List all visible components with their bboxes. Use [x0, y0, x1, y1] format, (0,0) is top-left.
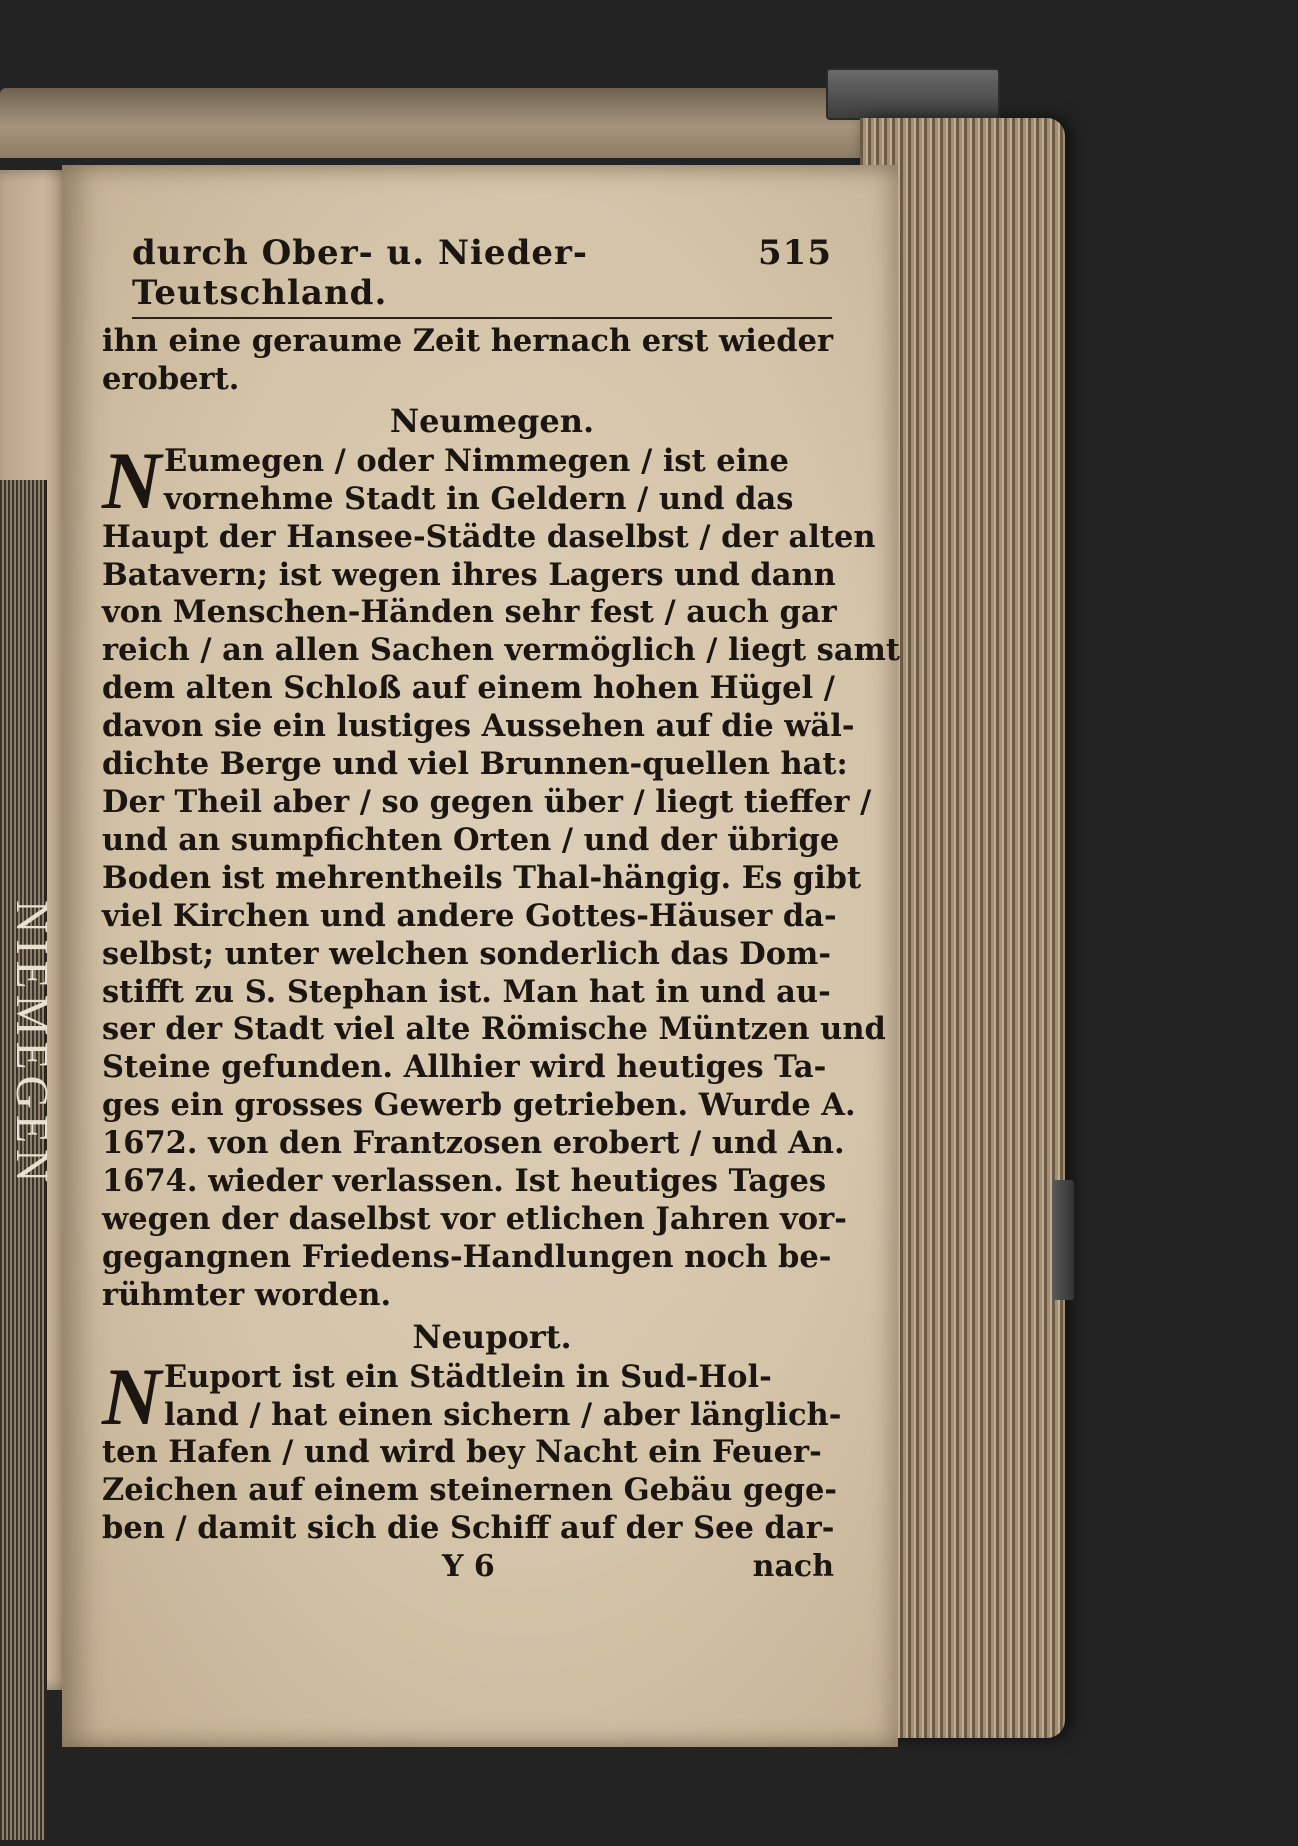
text-line: Haupt der Hansee-Städte daselbst / der alten	[102, 518, 876, 555]
text-line: selbst; unter welchen sonderlich das Dom-	[102, 935, 831, 972]
running-head-title: durch Ober- u. Nieder-Teutschland.	[132, 233, 588, 313]
text-line: 1674. wieder verlassen. Ist heutiges Tages	[102, 1163, 827, 1200]
metal-clasp-side	[1052, 1180, 1074, 1300]
text-line: ser der Stadt viel alte Römische Müntzen und	[102, 1011, 886, 1048]
head-rule	[132, 317, 832, 319]
text-line: stifft zu S. Stephan ist. Man hat in und au-	[102, 973, 831, 1010]
text-line: wegen der daselbst vor etlichen Jahren vor-	[102, 1200, 847, 1237]
text-line: Steine gefunden. Allhier wird heutiges Ta-	[102, 1049, 827, 1086]
text-line: land / hat einen sichern / aber länglich-	[164, 1396, 842, 1433]
plate-lettering: NIEMEGEN	[7, 900, 58, 1189]
paragraph-neumegen	[102, 434, 900, 1315]
text-line: dichte Berge und viel Brunnen-quellen hat:	[102, 746, 848, 783]
text-line: viel Kirchen und andere Gottes-Häuser da-	[102, 897, 837, 934]
text-line: rühmter worden.	[102, 1276, 392, 1313]
metal-clasp-top	[826, 68, 1000, 120]
drop-cap: N	[102, 434, 162, 526]
engraved-plate-fragment	[0, 480, 58, 1840]
signature-mark: Y 6	[442, 1549, 495, 1585]
text-line: dem alten Schloß auf einem hohen Hügel /	[102, 670, 835, 707]
intro-text	[102, 323, 842, 399]
running-head	[102, 233, 842, 313]
catchword: nach	[752, 1549, 834, 1585]
text-line: davon sie ein lustiges Aussehen auf die wäl-	[102, 708, 855, 745]
drop-cap: N	[102, 1350, 162, 1442]
text-line: vornehme Stadt in Geldern / und das	[164, 480, 794, 517]
text-line: erobert.	[102, 360, 240, 397]
page-text	[102, 233, 900, 1586]
text-line: von Menschen-Händen sehr fest / auch gar	[102, 594, 837, 631]
text-line: ben / damit sich die Schiff auf der See dar-	[102, 1510, 835, 1547]
text-line: und an sumpfichten Orten / und der übrige	[102, 821, 840, 858]
book-page	[62, 165, 898, 1747]
text-line: Eumegen / oder Nimmegen / ist eine	[164, 442, 789, 479]
text-line: Der Theil aber / so gegen über / liegt tieffer /	[102, 783, 872, 820]
section-heading-neumegen: Neumegen.	[389, 401, 595, 440]
paragraph-neuport	[102, 1350, 842, 1549]
text-line: ten Hafen / und wird bey Nacht ein Feuer-	[102, 1434, 822, 1471]
page-footer	[102, 1548, 842, 1586]
text-line: gegangnen Friedens-Handlungen noch be-	[102, 1238, 832, 1275]
text-line: Zeichen auf einem steinernen Gebäu gege-	[102, 1472, 838, 1509]
section-heading-neuport: Neuport.	[412, 1317, 572, 1356]
text-line: Euport ist ein Städtlein in Sud-Hol-	[164, 1358, 772, 1395]
text-line: Batavern; ist wegen ihres Lagers und dann	[102, 556, 836, 593]
text-line: reich / an allen Sachen vermöglich / liegt samt	[102, 632, 900, 669]
text-line: 1672. von den Frantzosen erobert / und An.	[102, 1125, 845, 1162]
text-line: ges ein grosses Gewerb getrieben. Wurde A.	[102, 1087, 856, 1124]
page-number: 515	[758, 233, 832, 273]
text-line: Boden ist mehrentheils Thal-hängig. Es gibt	[102, 859, 862, 896]
text-line: ihn eine geraume Zeit hernach erst wieder	[102, 323, 834, 359]
